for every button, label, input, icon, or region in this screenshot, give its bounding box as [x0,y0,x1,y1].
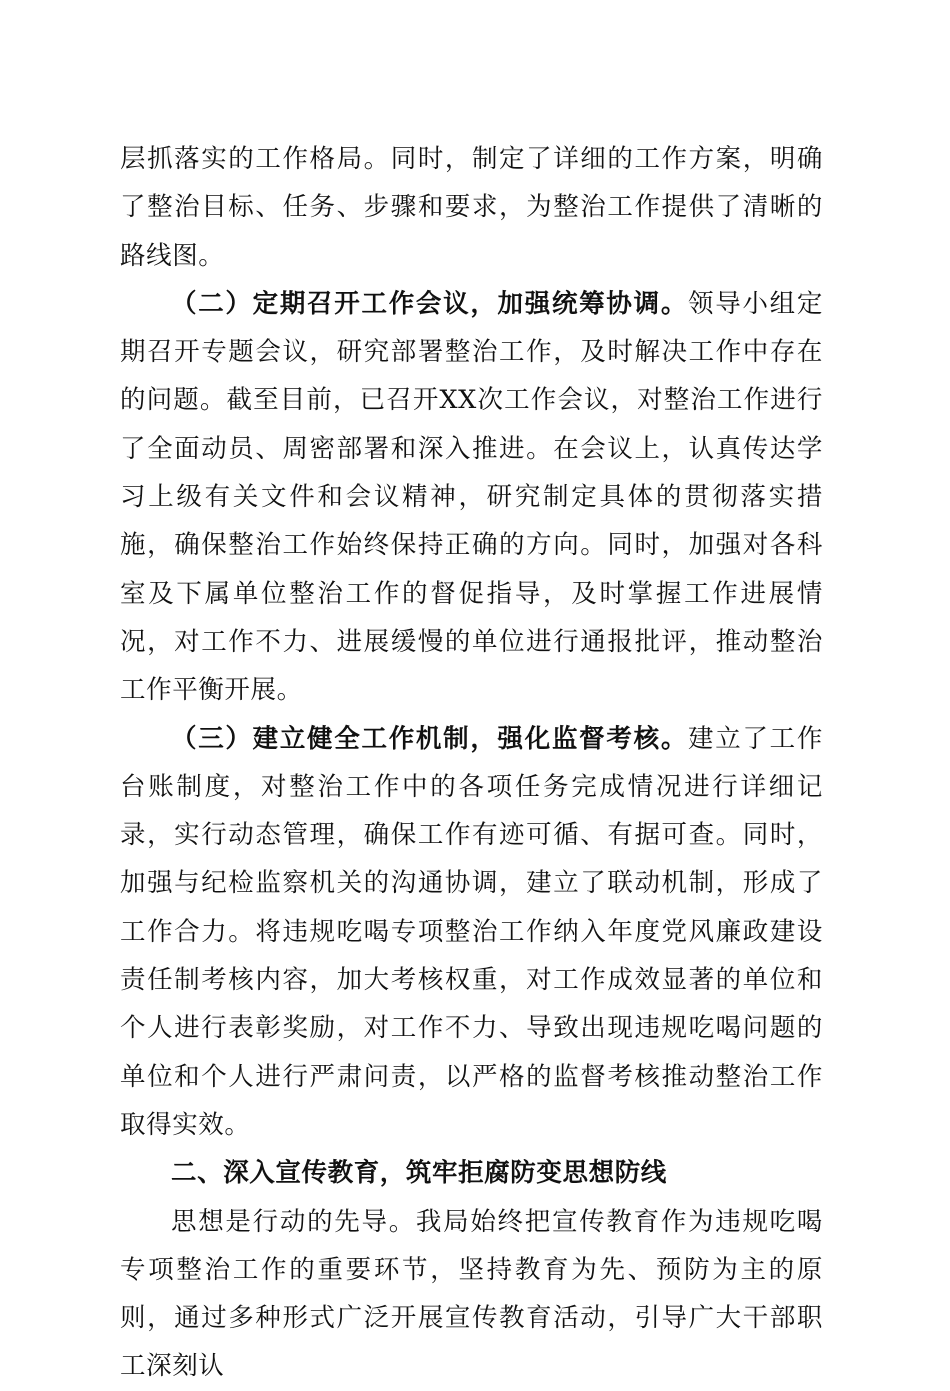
section-3-title: （三）建立健全工作机制，强化监督考核。 [171,723,689,754]
section-3-body: 建立了工作台账制度，对整治工作中的各项任务完成情况进行详细记录，实行动态管理，确保工作有迹可循、有据可查。同时，加强与纪检监察机关的沟通协调，建立了联动机制，形成了工作合力。将违规吃喝专项整治工作纳入年度党风廉政建设责任制考核内容，加大考核权重，对工作成效显著的单位和个人进行表彰奖励，对工作不力、导致出现违规吃喝问题的单位和个人进行严肃问责，以严格的监督考核推动整治工作取得实效。 [120,723,823,1140]
document-body [120,135,823,1391]
paragraph-part-2-intro: 思想是行动的先导。我局始终把宣传教育作为违规吃喝专项整治工作的重要环节，坚持教育为先、预防为主的原则，通过多种形式广泛开展宣传教育活动，引导广大干部职工深刻认 [120,1206,823,1382]
paragraph-continuation: 层抓落实的工作格局。同时，制定了详细的工作方案，明确了整治目标、任务、步骤和要求，为整治工作提供了清晰的路线图。 [120,144,823,271]
section-2-title: （二）定期召开工作会议，加强统筹协调。 [171,288,689,319]
section-2-body: 领导小组定期召开专题会议，研究部署整治工作，及时解决工作中存在的问题。截至目前，已召开XX次工作会议，对整治工作进行了全面动员、周密部署和深入推进。在会议上，认真传达学习上级有关文件和会议精神，研究制定具体的贯彻落实措施，确保整治工作始终保持正确的方向。同时，加强对各科室及下属单位整治工作的督促指导，及时掌握工作进展情况，对工作不力、进展缓慢的单位进行通报批评，推动整治工作平衡开展。 [120,288,823,706]
paragraph-section-2 [120,280,823,715]
paragraph-section-3 [120,715,823,1150]
heading-part-2: 二、深入宣传教育，筑牢拒腐防变思想防线 [171,1158,667,1189]
